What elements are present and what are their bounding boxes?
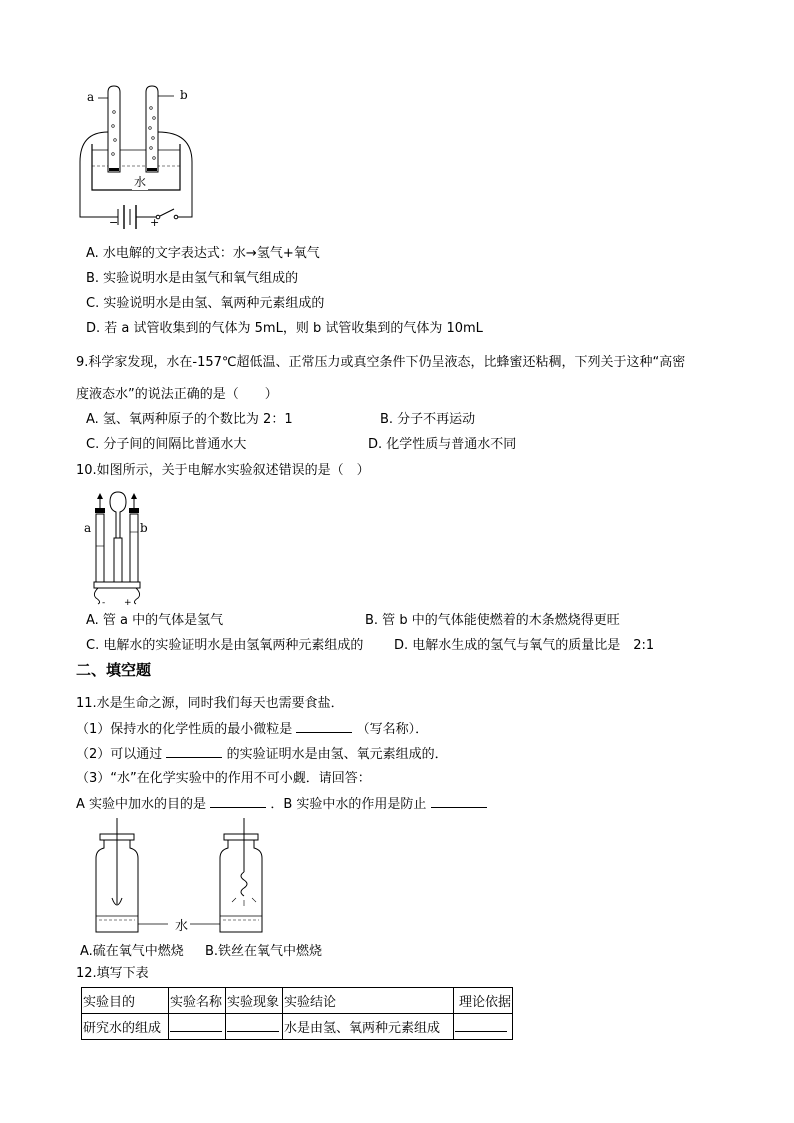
q11-stem: 11.水是生命之源，同时我们每天也需要食盐． <box>76 696 344 711</box>
answer-blank[interactable] <box>227 1017 279 1032</box>
q8-option-a: A. 水电解的文字表达式：水→氢气+氧气 <box>86 246 320 261</box>
q11-part2-suffix: 的实验证明水是由氢、氧元素组成的． <box>226 747 448 762</box>
q8-option-c: C. 实验说明水是由氢、氧两种元素组成的 <box>86 296 325 311</box>
tube-a-label: a <box>84 521 92 535</box>
section-title: 二、填空题 <box>76 661 152 679</box>
answer-blank[interactable] <box>170 1017 222 1032</box>
q11-part2-prefix: （2）可以通过 <box>76 747 163 762</box>
table-cell: 研究水的组成 <box>82 1014 169 1040</box>
q8-option-d: D. 若 a 试管收集到的气体为 5mL，则 b 试管收集到的气体为 10mL <box>86 321 483 336</box>
q11-part1 <box>76 719 428 740</box>
plus-label: + <box>150 216 160 229</box>
table-header-cell: 理论依据 <box>454 988 513 1014</box>
q9-option-c: C. 分子间的间隔比普通水大 <box>86 437 247 452</box>
q10-stem: 10.如图所示，关于电解水实验叙述错误的是（ ） <box>76 463 370 478</box>
q10-option-b: B. 管 b 中的气体能使燃着的木条燃烧得更旺 <box>365 613 620 628</box>
q11-part4-middle: ．B 实验中水的作用是防止 <box>270 797 427 812</box>
answer-blank[interactable] <box>166 744 222 758</box>
table-header-cell: 实验名称 <box>169 988 226 1014</box>
caption-b: B.铁丝在氧气中燃烧 <box>205 944 323 959</box>
q9-option-a: A. 氢、氧两种原子的个数比为 2：1 <box>86 412 293 427</box>
table-cell[interactable] <box>169 1014 226 1040</box>
svg-text:-: - <box>102 598 106 608</box>
q11-part2 <box>76 744 448 765</box>
q9-stem-line1: 9.科学家发现，水在-157℃超低温、正常压力或真空条件下仍呈液态，比蜂蜜还粘稠，下列关于这种“高密 <box>76 355 686 370</box>
q9-option-b: B. 分子不再运动 <box>380 412 476 427</box>
q11-part4-prefix: A 实验中加水的目的是 <box>76 797 207 812</box>
table-cell: 水是由氢、氧两种元素组成 <box>283 1014 454 1040</box>
q11-part4 <box>76 794 487 815</box>
answer-blank[interactable] <box>455 1017 507 1032</box>
tube-b-label: b <box>180 88 188 102</box>
table-header-cell: 实验目的 <box>82 988 169 1014</box>
table-header-cell: 实验结论 <box>283 988 454 1014</box>
experiment-table <box>81 987 513 1040</box>
tube-a-label: a <box>87 90 95 104</box>
q9-option-d: D. 化学性质与普通水不同 <box>368 437 517 452</box>
water-label: 水 <box>134 175 147 189</box>
caption-a: A.硫在氧气中燃烧 <box>80 944 184 959</box>
answer-blank[interactable] <box>296 719 352 733</box>
table-header-cell: 实验现象 <box>226 988 283 1014</box>
tube-b-label: b <box>140 521 148 535</box>
q11-part1-prefix: （1）保持水的化学性质的最小微粒是 <box>76 722 293 737</box>
q12-stem: 12.填写下表 <box>76 966 149 981</box>
q11-part1-suffix: （写名称）． <box>356 722 429 737</box>
q10-option-a: A. 管 a 中的气体是氢气 <box>86 613 224 628</box>
answer-blank[interactable] <box>210 794 266 808</box>
q10-option-d: D. 电解水生成的氢气与氧气的质量比是 2:1 <box>394 638 655 653</box>
q9-stem-line2: 度液态水”的说法正确的是（ ） <box>76 387 278 402</box>
water-label: 水 <box>175 919 189 934</box>
table-header-row <box>82 988 513 1014</box>
q11-part3: （3）“水”在化学实验中的作用不可小觑．请回答： <box>76 771 371 786</box>
hofmann-voltameter-figure <box>84 488 164 606</box>
table-cell[interactable] <box>454 1014 513 1040</box>
table-cell[interactable] <box>226 1014 283 1040</box>
q10-option-c: C. 电解水的实验证明水是由氢氧两种元素组成的 <box>86 638 364 653</box>
q8-option-b: B. 实验说明水是由氢气和氧气组成的 <box>86 271 299 286</box>
svg-text:+: + <box>124 598 132 608</box>
electrolysis-apparatus-figure <box>78 82 208 232</box>
table-row <box>82 1014 513 1040</box>
minus-label: − <box>109 216 119 229</box>
answer-blank[interactable] <box>431 794 487 808</box>
